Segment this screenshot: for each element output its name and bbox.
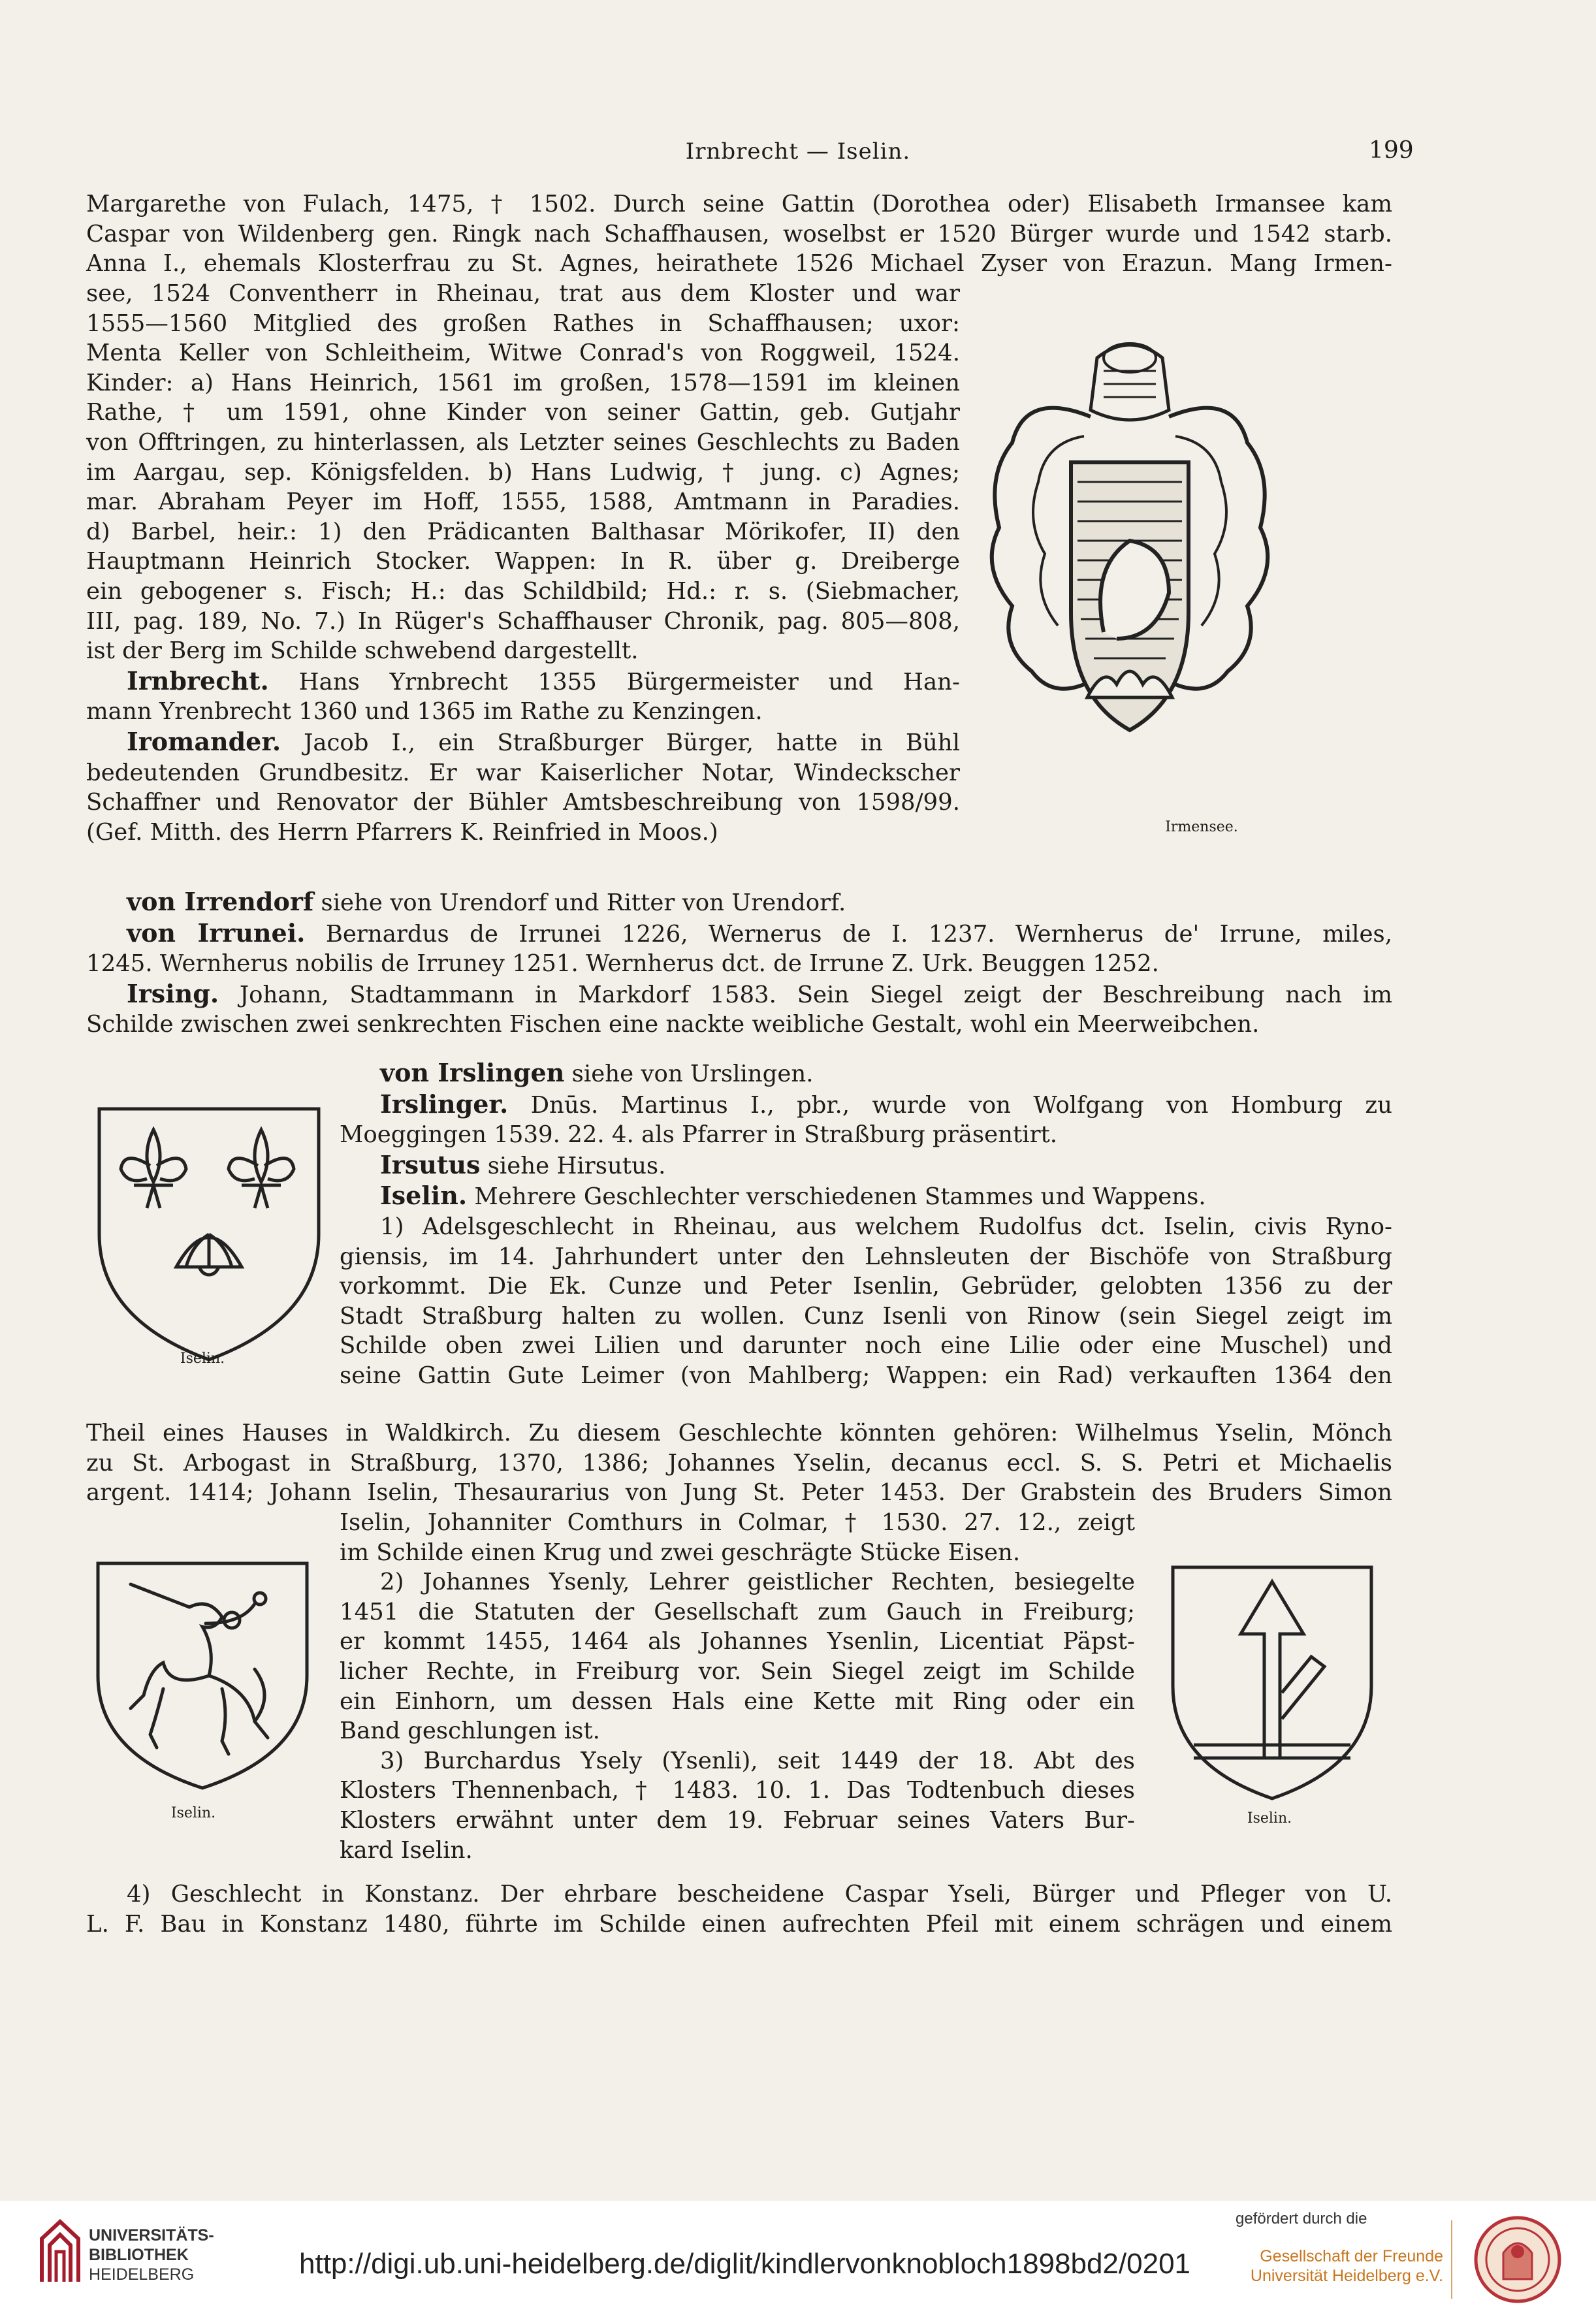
footer-divider <box>1451 2220 1452 2299</box>
entry-iromander: Iromander. Jacob I., ein Straßburger Bürger, hatte in Bühl <box>127 726 960 756</box>
text-line: see, 1524 Conventherr in Rheinau, trat aus dem Kloster und war <box>86 280 960 307</box>
text-line: zu St. Arbogast in Straßburg, 1370, 1386; Johannes Yselin, decanus eccl. S. S. Petri et Michaelis <box>86 1449 1392 1477</box>
text-line: L. F. Bau in Konstanz 1480, führte im Schilde einen aufrechten Pfeil mit einem schrägen und einem <box>86 1910 1392 1938</box>
text-line: vorkommt. Die Ek. Cunze und Peter Isenlin, Gebrüder, gelobten 1356 zu der <box>340 1273 1392 1300</box>
entry-lead: Irnbrecht. <box>127 665 269 695</box>
text-line: Anna I., ehemals Klosterfrau zu St. Agnes, heirathete 1526 Michael Zyser von Erazun. Mang Irmen- <box>86 250 1392 278</box>
irmansee-block <box>86 279 960 847</box>
text-line: kard Iselin. <box>340 1836 473 1864</box>
text-line: ein gebogener s. Fisch; H.: das Schildbild; Hd.: r. s. (Siebmacher, <box>86 577 960 605</box>
text-line: mar. Abraham Peyer im Hoff, 1555, 1588, Amtmann in Paradies. <box>86 488 960 516</box>
text-line: 3) Burchardus Ysely (Ysenli), seit 1449 der 18. Abt des <box>380 1747 1135 1774</box>
text-block-irslingen <box>340 1058 1392 1391</box>
entry-iselin: Iselin. Mehrere Geschlechter verschiedenen Stammes und Wappens. <box>380 1181 1206 1211</box>
text-line: Moeggingen 1539. 22. 4. als Pfarrer in Straßburg präsentirt. <box>340 1121 1058 1149</box>
entry-lead: Irsing. <box>127 978 219 1008</box>
text-line: 4) Geschlecht in Konstanz. Der ehrbare bescheidene Caspar Yseli, Bürger und Pfleger von U. <box>127 1881 1392 1908</box>
text-line: Klosters erwähnt unter dem 19. Februar seines Vaters Bur- <box>340 1806 1135 1834</box>
entry-irrunei: von Irrunei. Bernardus de Irrunei 1226, Wernerus de I. 1237. Wernherus de' Irrune, miles, <box>127 918 1392 948</box>
text-line: 1451 die Statuten der Gesellschaft zum Gauch in Freiburg; <box>340 1598 1135 1625</box>
running-head: Irnbrecht — Iselin. <box>685 138 911 165</box>
text-line: bedeutenden Grundbesitz. Er war Kaiserlicher Notar, Windeckscher <box>86 759 960 786</box>
text-line: (Gef. Mitth. des Herrn Pfarrers K. Reinfried in Moos.) <box>86 818 718 846</box>
text-line: Margarethe von Fulach, 1475, † 1502. Durch seine Gattin (Dorothea oder) Elisabeth Irmansee kam <box>86 191 1392 217</box>
entry-lead: Irsutus <box>380 1149 481 1179</box>
text-block-bottom <box>86 1879 1392 1939</box>
text-line: d) Barbel, heir.: 1) den Prädicanten Balthasar Mörikofer, II) den <box>86 518 960 545</box>
text-line: von Offtringen, zu hinterlassen, als Letzter seines Geschlechts zu Baden <box>86 428 960 456</box>
text-line: 1) Adelsgeschlecht in Rheinau, aus welchem Rudolfus dct. Iselin, civis Ryno- <box>380 1213 1392 1240</box>
text-line: argent. 1414; Johann Iselin, Thesaurarius von Jung St. Peter 1453. Der Grabstein des Bruders Simon <box>86 1479 1392 1507</box>
irmensee-coat-of-arms <box>973 332 1286 828</box>
text-line: ist der Berg im Schilde schwebend dargestellt. <box>86 637 639 665</box>
caption-iselin-lilies: Iselin. <box>180 1350 225 1367</box>
text-line: Schilde oben zwei Lilien und darunter noch eine Lilie oder eine Muschel) und <box>340 1332 1392 1360</box>
entry-lead: Iselin. <box>380 1181 468 1211</box>
text-line: im Aargau, sep. Königsfelden. b) Hans Ludwig, † jung. c) Agnes; <box>86 458 960 486</box>
text-block-middle <box>86 887 1392 1040</box>
entry-lead: Iromander. <box>127 726 281 756</box>
text-line: Schilde zwischen zwei senkrechten Fischen eine nackte weibliche Gestalt, wohl ein Meerweibchen. <box>86 1011 1260 1038</box>
university-seal-icon <box>1472 2214 1563 2309</box>
iselin-arrow-shield <box>1168 1562 1377 1804</box>
entry-irslinger: Irslinger. Dnūs. Martinus I., pbr., wurde von Wolfgang von Homburg zu <box>380 1089 1392 1119</box>
entry-lead: Irslinger. <box>380 1089 509 1119</box>
text-line: Caspar von Wildenberg gen. Ringk nach Schaffhausen, woselbst er 1520 Bürger wurde und 1542 starb. <box>86 220 1392 248</box>
permalink-url[interactable]: http://digi.ub.uni-heidelberg.de/diglit/kindlervonknobloch1898bd2/0201 <box>299 2248 1191 2280</box>
text-line: Iselin, Johanniter Comthurs in Colmar, † 1530. 27. 12., zeigt <box>340 1509 1135 1536</box>
entry-lead: von Irrendorf <box>127 887 314 916</box>
text-block-iselin-full <box>86 1418 1392 1508</box>
library-name: UNIVERSITÄTS- BIBLIOTHEK HEIDELBERG <box>89 2226 214 2284</box>
text-line: Klosters Thennenbach, † 1483. 10. 1. Das Todtenbuch dieses <box>340 1777 1135 1804</box>
entry-irrendorf: von Irrendorf siehe von Urendorf und Ritter von Urendorf. <box>127 887 846 916</box>
entry-irsutus: Irsutus siehe Hirsutus. <box>380 1149 666 1179</box>
text-line: 1245. Wernherus nobilis de Irruney 1251. Wernherus dct. de Irrune Z. Urk. Beuggen 1252. <box>86 950 1159 978</box>
text-line: 1555—1560 Mitglied des großen Rathes in Schaffhausen; uxor: <box>86 310 960 337</box>
caption-iselin-arrow: Iselin. <box>1247 1810 1292 1827</box>
page-number: 199 <box>1369 137 1414 164</box>
text-block-iselin-mid <box>340 1508 1135 1865</box>
society-name: Gesellschaft der Freunde Universität Heidelberg e.V. <box>1250 2247 1443 2285</box>
caption-iselin-unicorn: Iselin. <box>170 1805 216 1821</box>
text-line: seine Gattin Gute Leimer (von Mahlberg; Wappen: ein Rad) verkauften 1364 den <box>340 1362 1392 1389</box>
text-line: licher Rechte, in Freiburg vor. Sein Siegel zeigt im Schilde <box>340 1657 1135 1685</box>
text-block-top <box>86 189 1392 279</box>
caption-irmensee: Irmensee. <box>1165 819 1238 835</box>
entry-irnbrecht: Irnbrecht. Hans Yrnbrecht 1355 Bürgermeister und Han- <box>127 665 960 695</box>
text-line: 2) Johannes Ysenly, Lehrer geistlicher Rechten, besiegelte <box>380 1569 1135 1596</box>
text-line: Hauptmann Heinrich Stocker. Wappen: In R. über g. Dreiberge <box>86 548 960 575</box>
text-line: giensis, im 14. Jahrhundert unter den Lehnsleuten der Bischöfe von Straßburg <box>340 1243 1392 1270</box>
library-logo-icon <box>39 2219 81 2288</box>
text-line: im Schilde einen Krug und zwei geschrägte Stücke Eisen. <box>340 1539 1021 1566</box>
text-line: Kinder: a) Hans Heinrich, 1561 im großen, 1578—1591 im kleinen <box>86 369 960 396</box>
funded-by-label: gefördert durch die <box>1236 2210 1367 2228</box>
text-line: Rathe, † um 1591, ohne Kinder von seiner Gattin, geb. Gutjahr <box>86 399 960 426</box>
text-line: III, pag. 189, No. 7.) In Rüger's Schaffhauser Chronik, pag. 805—808, <box>86 607 960 635</box>
text-line: Stadt Straßburg halten zu wollen. Cunz Isenli von Rinow (sein Siegel zeigt im <box>340 1302 1392 1330</box>
entry-irsing: Irsing. Johann, Stadtammann in Markdorf 1583. Sein Siegel zeigt der Beschreibung nach im <box>127 978 1392 1008</box>
entry-irslingen: von Irslingen siehe von Urslingen. <box>380 1058 814 1087</box>
digitization-footer <box>0 2201 1596 2317</box>
text-line: mann Yrenbrecht 1360 und 1365 im Rathe zu Kenzingen. <box>86 698 763 726</box>
text-line: ein Einhorn, um dessen Hals eine Kette mit Ring oder ein <box>340 1687 1135 1715</box>
iselin-lily-shield <box>91 1104 327 1365</box>
entry-lead: von Irslingen <box>380 1058 565 1087</box>
text-line: Menta Keller von Schleitheim, Witwe Conrad's von Roggweil, 1524. <box>86 340 960 367</box>
text-line: Theil eines Hauses in Waldkirch. Zu diesem Geschlechte könnten gehören: Wilhelmus Yselin, Mönch <box>86 1420 1392 1446</box>
iselin-unicorn-shield <box>91 1558 313 1793</box>
text-line: Band geschlungen ist. <box>340 1718 600 1745</box>
entry-lead: von Irrunei. <box>127 918 306 948</box>
text-line: er kommt 1455, 1464 als Johannes Ysenlin, Licentiat Päpst- <box>340 1628 1135 1655</box>
text-line: Schaffner und Renovator der Bühler Amtsbeschreibung von 1598/99. <box>86 789 960 816</box>
